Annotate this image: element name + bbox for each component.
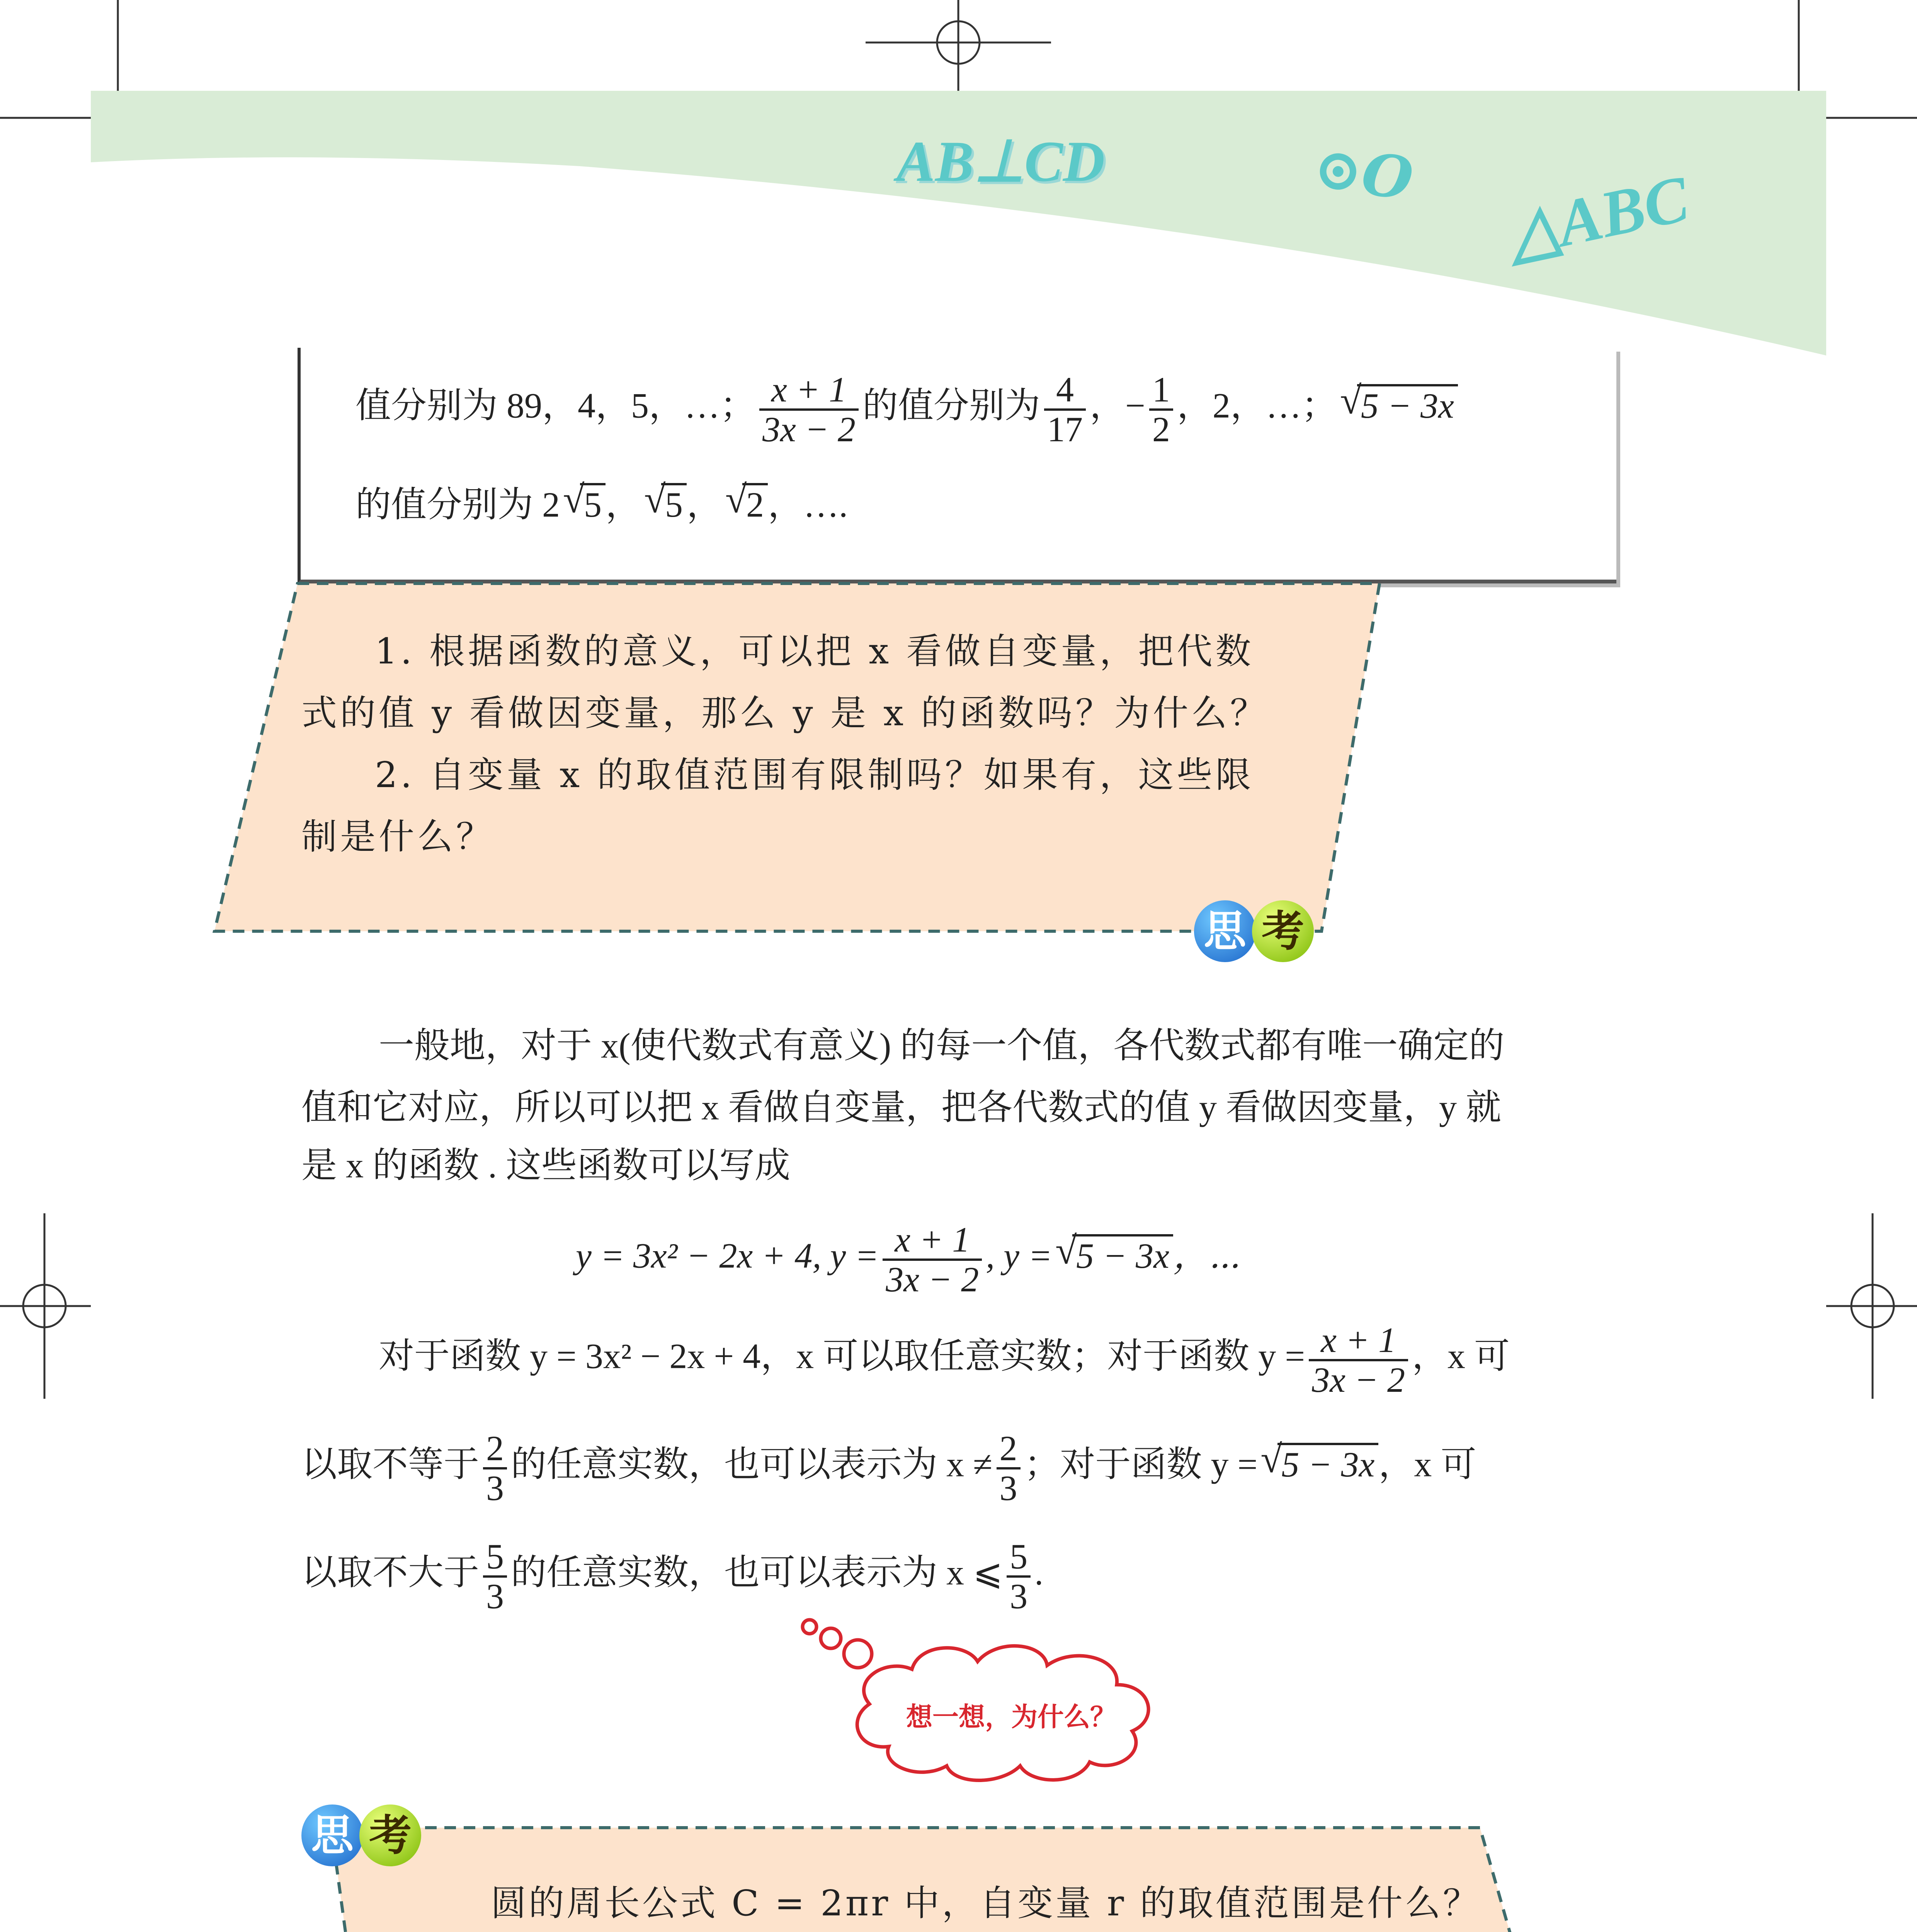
think1-q1-line1: 1. 根据函数的意义，可以把 x 看做自变量，把代数 <box>375 631 1254 672</box>
header-deco-circle: ⊙O <box>1310 133 1417 214</box>
box1-line1: 值分别为 89，4，5，…； $\frac{x + 1}{3x - 2}$ 的值分别为 $\frac{4}{17}$ ，− $\frac{1}{2}$ ，2，…； √ 5 − 3x <box>356 371 1458 448</box>
think-badge-2-si: 思 <box>301 1804 363 1866</box>
header-deco-triangle: △ABC <box>1501 162 1695 271</box>
body-p1-line1: 一般地，对于 x(使代数式有意义) 的每一个值，各代数式都有唯一确定的 <box>379 1026 1505 1065</box>
body-p2: 对于函数 y = 3x² − 2x + 4，x 可以取任意实数；对于函数 y = $\frac{x + 1}{3x - 2}$ ，x 可 <box>379 1320 1510 1400</box>
body-p1-line2: 值和它对应，所以可以把 x 看做自变量，把各代数式的值 y 看做因变量，y 就 <box>301 1088 1502 1127</box>
cloud-text: 想一想，为什么？ <box>906 1702 1117 1733</box>
think1-q2-line1: 2. 自变量 x 的取值范围有限制吗？如果有，这些限 <box>375 754 1254 796</box>
box1-line2: 的值分别为 2 √ 5 ， √ 5 ， √ 2 ，…. <box>356 478 848 524</box>
body-p4: 以取不大于 $\frac{5}{3}$ 的任意实数，也可以表示为 x ⩽ $\frac{5}{3}$ . <box>301 1537 1044 1616</box>
think-badge-1-kao: 考 <box>1252 900 1314 962</box>
think1-q1-line2: 式的值 y 看做因变量，那么 y 是 x 的函数吗？为什么？ <box>301 692 1269 734</box>
body-p1-line3: 是 x 的函数 . 这些函数可以写成 <box>301 1146 791 1185</box>
header-deco-perpendicular: AB⊥CD <box>896 129 1105 194</box>
think1-q2-line2: 制是什么？ <box>301 816 495 857</box>
function-equations: y = 3x² − 2x + 4, y = $\frac{x + 1}{3x - 2}$ , y = √ 5 − 3x ，⋯ <box>576 1220 1241 1299</box>
think2-question: 圆的周长公式 C = 2πr 中，自变量 r 的取值范围是什么？ <box>491 1883 1481 1924</box>
think-badge-2-kao: 考 <box>359 1804 421 1866</box>
body-p3: 以取不等于 $\frac{2}{3}$ 的任意实数，也可以表示为 x ≠ $\frac{2}{3}$ ；对于函数 y = √ 5 − 3x ，x 可 <box>301 1429 1476 1508</box>
think-badge-1-si: 思 <box>1194 900 1256 962</box>
